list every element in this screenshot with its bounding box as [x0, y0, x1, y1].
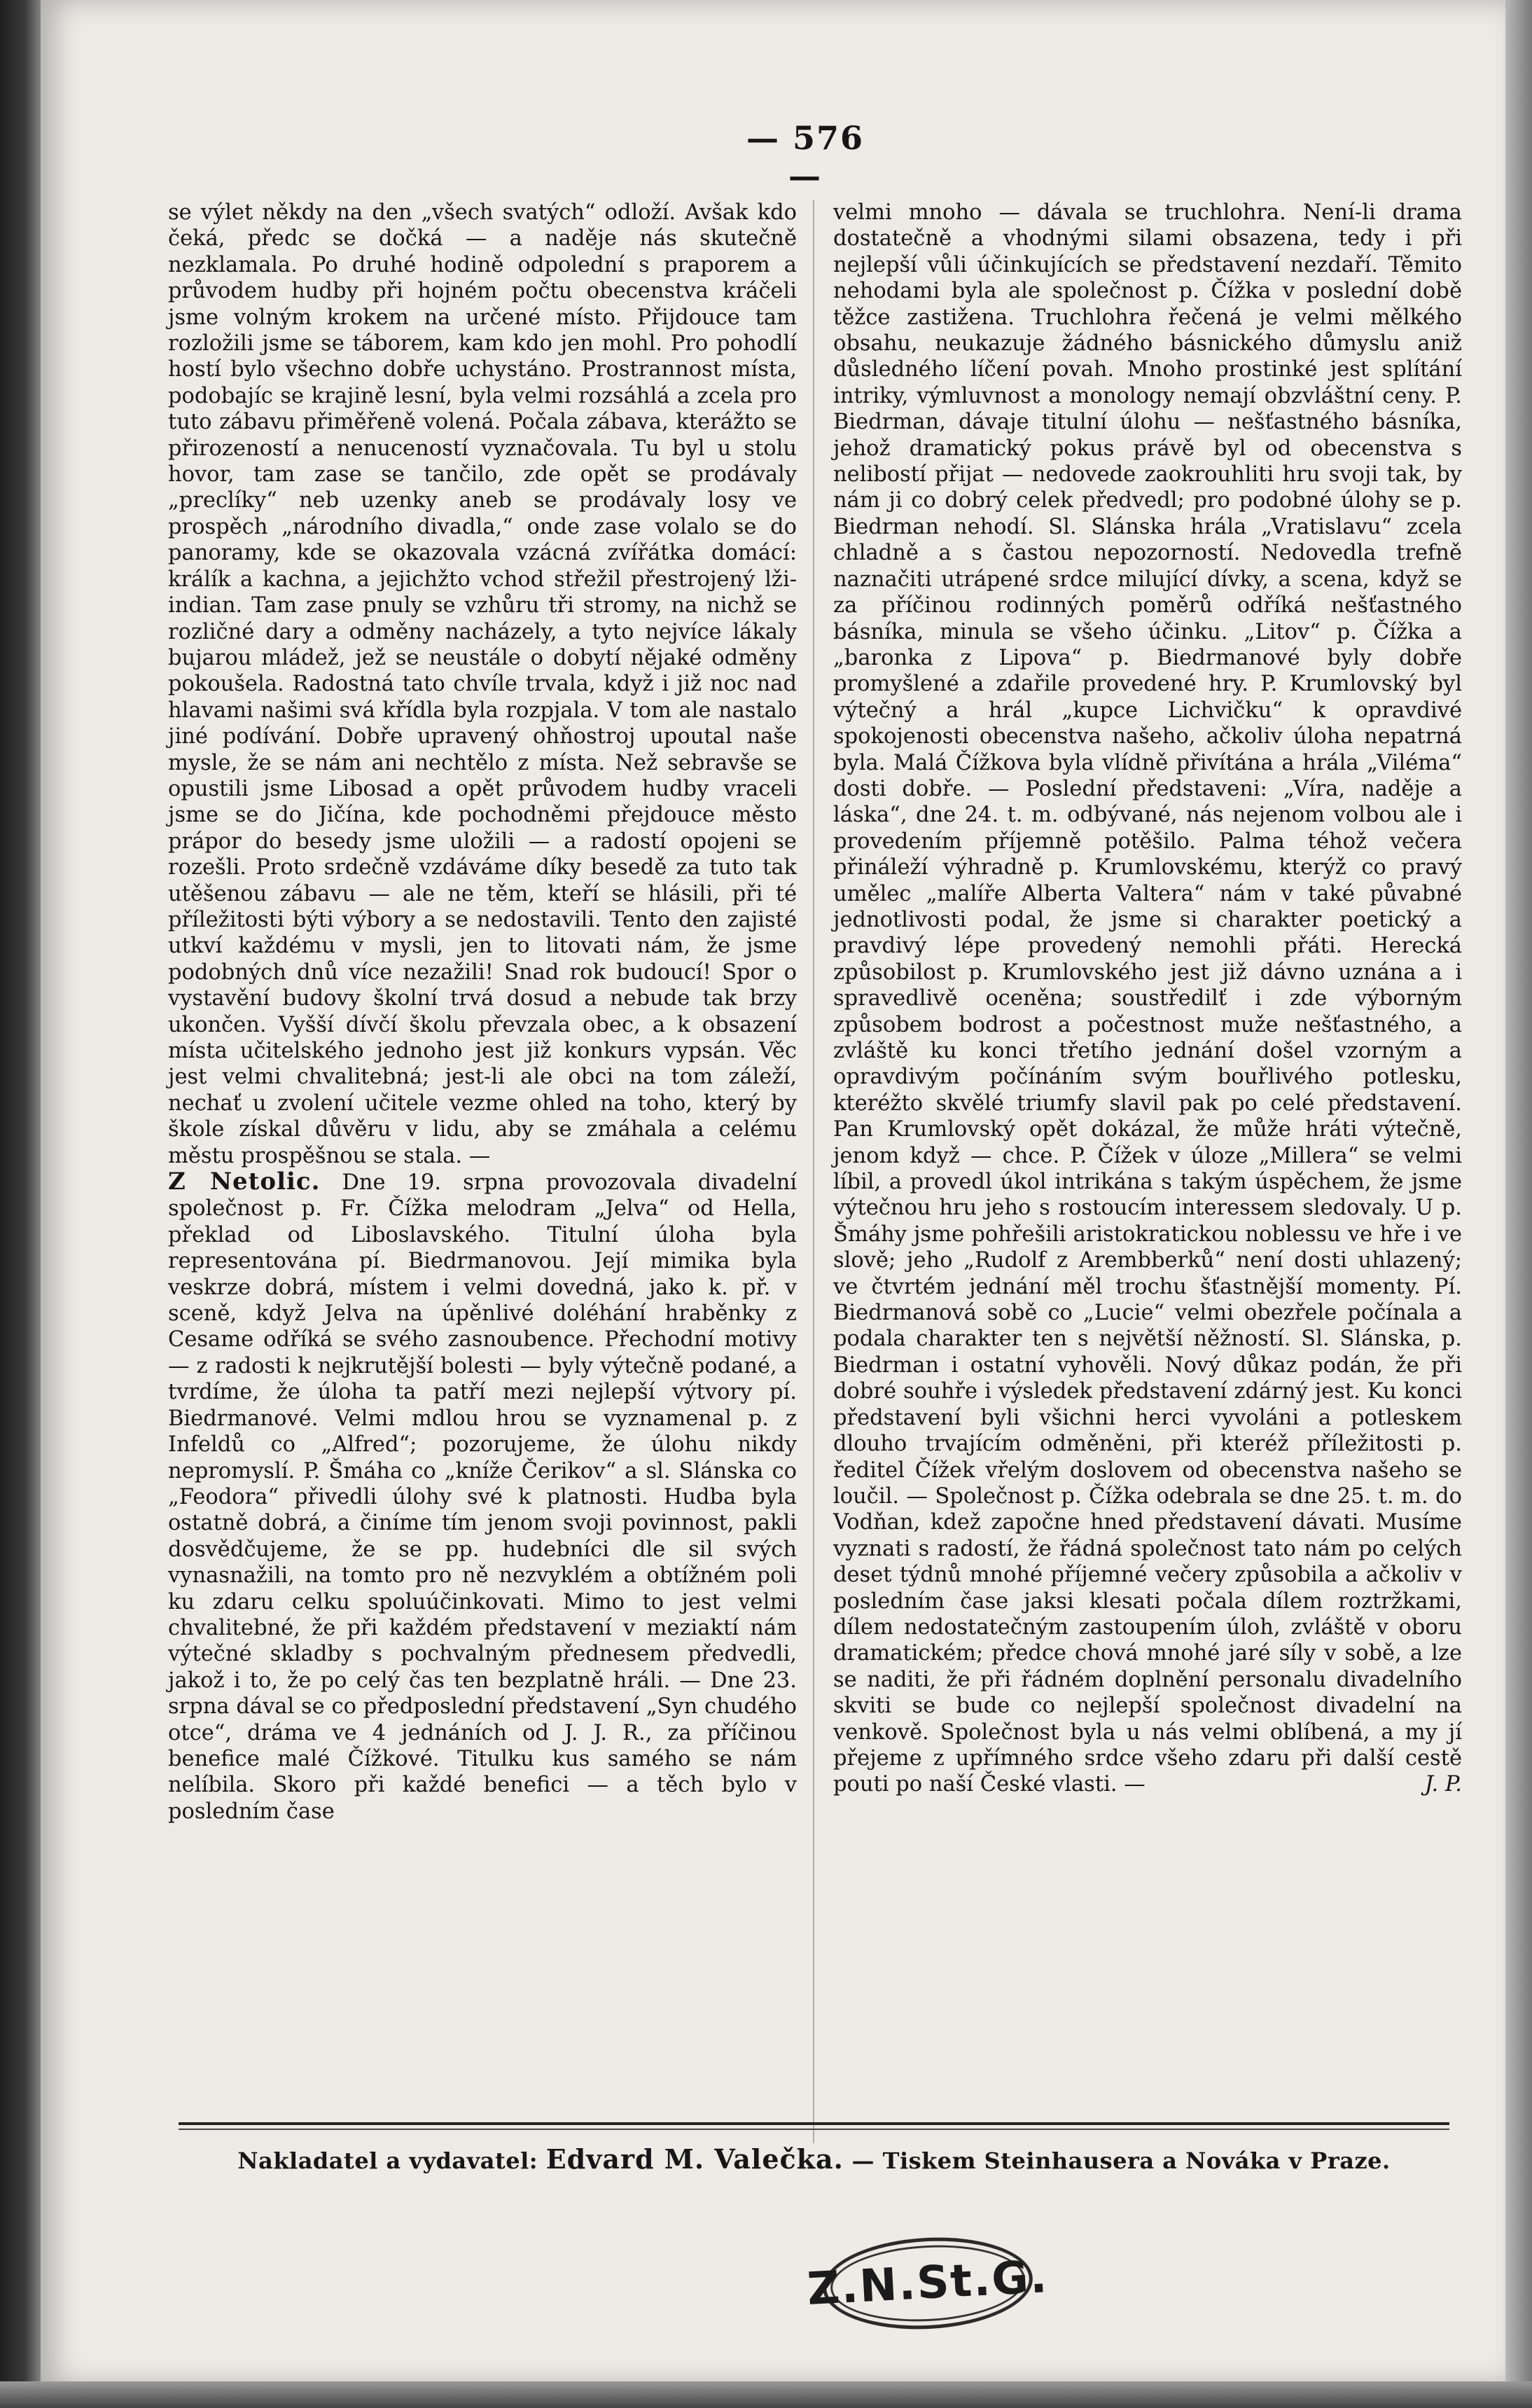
column-divider: [813, 200, 814, 2143]
footer-rule-thick: [179, 2122, 1449, 2125]
scan-edge-left: [0, 0, 42, 2408]
stamp-text: Z.N.St.G.: [806, 2251, 1050, 2316]
place-name-heading: Z Netolic.: [168, 1168, 321, 1196]
article-paragraph-text: Dne 19. srpna provozovala divadelní společnost p. Fr. Čížka melodram „Jelva“ od Hella, překlad od Liboslavského. Titulní úloha byla representována pí. Biedrmanovou. Její mimika byla veskrze dobrá, místem i velmi dovedná, jako k. př. v sceně, když Jelva na úpěnlivé doléhání hraběnky z Cesame odříká se svého zasnoubence. Přechodní motivy — z radosti k nejkrutější bolesti — byly výtečně podané, a tvrdíme, že úloha ta patří mezi nejlepší výtvory pí. Biedrmanové. Velmi mdlou hrou se vyznamenal p. z Infeldů co „Alfred“; pozorujeme, že úlohu nikdy nepromyslí. P. Šmáha co „kníže Čerikov“ a sl. Slánska co „Feodora“ přivedli úlohy své k platnosti. Hudba byla ostatně dobrá, a činíme tím jenom svoji povinnost, pakli dosvědčujeme, že se pp. hudebníci dle sil svých vynasnažili, na tomto pro ně nezvyklém a obtížném poli ku zdaru celku spoluúčinkovati. Mimo to jest velmi chvalitebné, že při každém představení v meziaktí nám výtečné skladby s pochvalným přednesem předvedli, jakož i to, že po celý čas ten bezplatně hráli. — Dne 23. srpna dával se co předposlední představení „Syn chudého otce“, dráma ve 4 jednáních od J. J. R., za příčinou benefice malé Čížkové. Titulku kus samého se nám nelíbila. Skoro při každé benefici — a těch bylo v posledním čase: [168, 1170, 797, 1824]
article-paragraph: se výlet někdy na den „všech svatých“ odloží. Avšak kdo čeká, předc se dočká — a naděje nás skutečně nezklamala. Po druhé hodině odpolední s praporem a průvodem hudby při hojném počtu obecenstva kráčeli jsme volným krokem na určené místo. Přijdouce tam rozložili jsme se táborem, kam kdo jen mohl. Pro pohodlí hostí bylo všechno dobře uchystáno. Prostrannost místa, podobajíc se krajině lesní, byla velmi rozsáhlá a zcela pro tuto zábavu přiměřeně volená. Počala zábava, kterážto se přirozeností a nenuceností vyznačovala. Tu byl u stolu hovor, tam zase se tančilo, zde opět se prodávaly „preclíky“ neb uzenky aneb se prodávaly losy ve prospěch „národního divadla,“ onde zase volalo se do panoramy, kde se okazovala vzácná zvířátka domácí: králík a kachna, a jejichžto vchod střežil přestrojený lži- indian. Tam zase pnuly se vzhůru tři stromy, na nichž se rozličné dary a odměny nacházely, a tyto nejvíce lákaly bujarou mládež, jež se neustále o dobytí nějaké odměny pokoušela. Radostná tato chvíle trvala, když i již noc nad hlavami našimi svá křídla byla rozpjala. V tom ale nastalo jiné podívání. Dobře upravený ohňostroj upoutal naše mysle, že se nám ani nechtělo z místa. Než sebravše se opustili jsme Libosad a opět průvodem hudby vraceli jsme se do Jičína, kde pochodněmi přejdouce město prápor do besedy jsme uložili — a radostí opojeni se rozešli. Proto srdečně vzdáváme díky besedě za tuto tak utěšenou zábavu — ale ne těm, kteří se hlásili, při té příležitosti býti výbory a se nedostavili. Tento den zajisté utkví každému v mysli, jen to litovati nám, že jsme podobných dnů více nezažili! Snad rok budoucí! Spor o vystavění budovy školní trvá dosud a nebude tak brzy ukončen. Vyšší dívčí školu převzala obec, a k obsazení místa učitelského jednoho jest již konkurs vypsán. Věc jest velmi chvalitebná; jest-li ale obci na tom záleží, nechať u zvolení učitele vezme ohled na toho, který by škole získal důvěru v lidu, aby se zmáhala a celému městu prospěšnou se stala. —: [168, 200, 797, 1168]
page-number: — 576 —: [746, 119, 865, 195]
author-signature: J. P.: [1424, 1772, 1462, 1797]
article-column-right: [833, 200, 1462, 1798]
scan-edge-right: [1505, 0, 1532, 2408]
article-column-left: [168, 200, 797, 1825]
article-paragraph-netolice: [168, 1169, 797, 1825]
imprint-line: [179, 2143, 1449, 2175]
imprint-suffix: — Tiskem Steinhausera a Nováka v Praze.: [851, 2147, 1391, 2174]
article-paragraph-text: velmi mnoho — dávala se truchlohra. Není-li drama dostatečně a vhodnými silami obsazena, tedy i při nejlepší vůli účinkujících se představení nezdaří. Těmito nehodami byla ale společnost p. Čížka v poslední době těžce zastižena. Truchlohra řečená je velmi mělkého obsahu, neukazuje žádného básnického důmyslu aniž důsledného líčení povah. Mnoho prostinké jest splítání intriky, výmluvnost a monology nemají obzvláštní ceny. P. Biedrman, dávaje titulní úlohu — nešťastného básníka, jehož dramatický pokus právě byl od obecenstva s nelibostí přijat — nedovede zaokrouhliti hru svoji tak, by nám ji co dobrý celek předvedl; pro podobné úlohy se p. Biedrman nehodí. Sl. Slánska hrála „Vratislavu“ zcela chladně a s častou nepozorností. Nedovedla trefně naznačiti utrápené srdce milující dívky, a scena, když se za příčinou rodinných poměrů odříká nešťastného básníka, minula se všeho účinku. „Litov“ p. Čížka a „baronka z Lipova“ p. Biedrmanové byly dobře promyšlené a zdařile provedené hry. P. Krumlovský byl výtečný a hrál „kupce Lichvičku“ k opravdivé spokojenosti obecenstva našeho, ačkoliv úloha nepatrná byla. Malá Čížkova byla vlídně přivítána a hrála „Viléma“ dosti dobře. — Poslední představeni: „Víra, naděje a láska“, dne 24. t. m. odbývané, nás nejenom volbou ale i provedením příjemně potěšilo. Palma téhož večera přináleží výhradně p. Krumlovskému, kterýž co pravý umělec „malíře Alberta Valtera“ nám v také půvabné jednotlivosti podal, že jsme si charakter poetický a pravdivý lépe provedený nemohli přáti. Herecká způsobilost p. Krumlovského jest již dávno uznána a i spravedlivě oceněna; soustředilť i zde výborným způsobem bodrost a počestnost muže nešťastného, a zvláště ku konci třetího jednání došel vzorným a opravdivým počínáním svým bouřlivého potlesku, kteréžto skvělé triumfy slavil pak po celé představení. Pan Krumlovský opět dokázal, že může hráti výtečně, jenom když — chce. P. Čížek v úloze „Millera“ se velmi líbil, a provedl úkol intrikána s takým úspěchem, že jsme výtečnou hru jeho s rostoucím interessem sledovaly. U p. Šmáhy jsme pohřešili aristokratickou noblessu ve hře i ve slově; jeho „Rudolf z Arembberků“ není dosti uhlazený; ve čtvrtém jednání měl trochu šťastnější momenty. Pí. Biedrmanová sobě co „Lucie“ velmi obezřele počínala a podala charakter ten s největší něžností. Sl. Slánska, p. Biedrman i ostatní vyhověli. Nový důkaz podán, že při dobré souhře i výsledek představení zdárný jest. Ku konci představení byli všichni herci vyvoláni a potleskem dlouho trvajícím odměněni, při kteréž příležitosti p. ředitel Čížek vřelým doslovem od obecenstva našeho se loučil. — Společnost p. Čížka odebrala se dne 25. t. m. do Vodňan, kdež započne hned představení dávati. Musíme vyznati s radostí, že řádná společnost tato nám po celých deset týdnů mnohé příjemné večery způsobila a ačkoliv v posledním čase jaksi klesati počala dílem roztržkami, dílem nedostatečným zastoupením úloh, zvláště v oboru dramatickém; předce chová mnohé jaré síly v sobě, a lze se naditi, že při řádném doplnění personalu divadelního skviti se bude co nejlepší společnost divadelní na venkově. Společnost byla u nás velmi oblíbená, a my jí přejeme z upřímného srdce všeho zdaru při další cestě pouti po naší České vlasti. —: [833, 200, 1462, 1797]
footer-rule-thin: [179, 2129, 1449, 2130]
article-paragraph: [833, 200, 1462, 1798]
scan-edge-bottom: [0, 2381, 1532, 2408]
publisher-name: Edvard M. Valečka.: [545, 2143, 844, 2175]
imprint-prefix: Nakladatel a vydavatel:: [237, 2147, 538, 2174]
